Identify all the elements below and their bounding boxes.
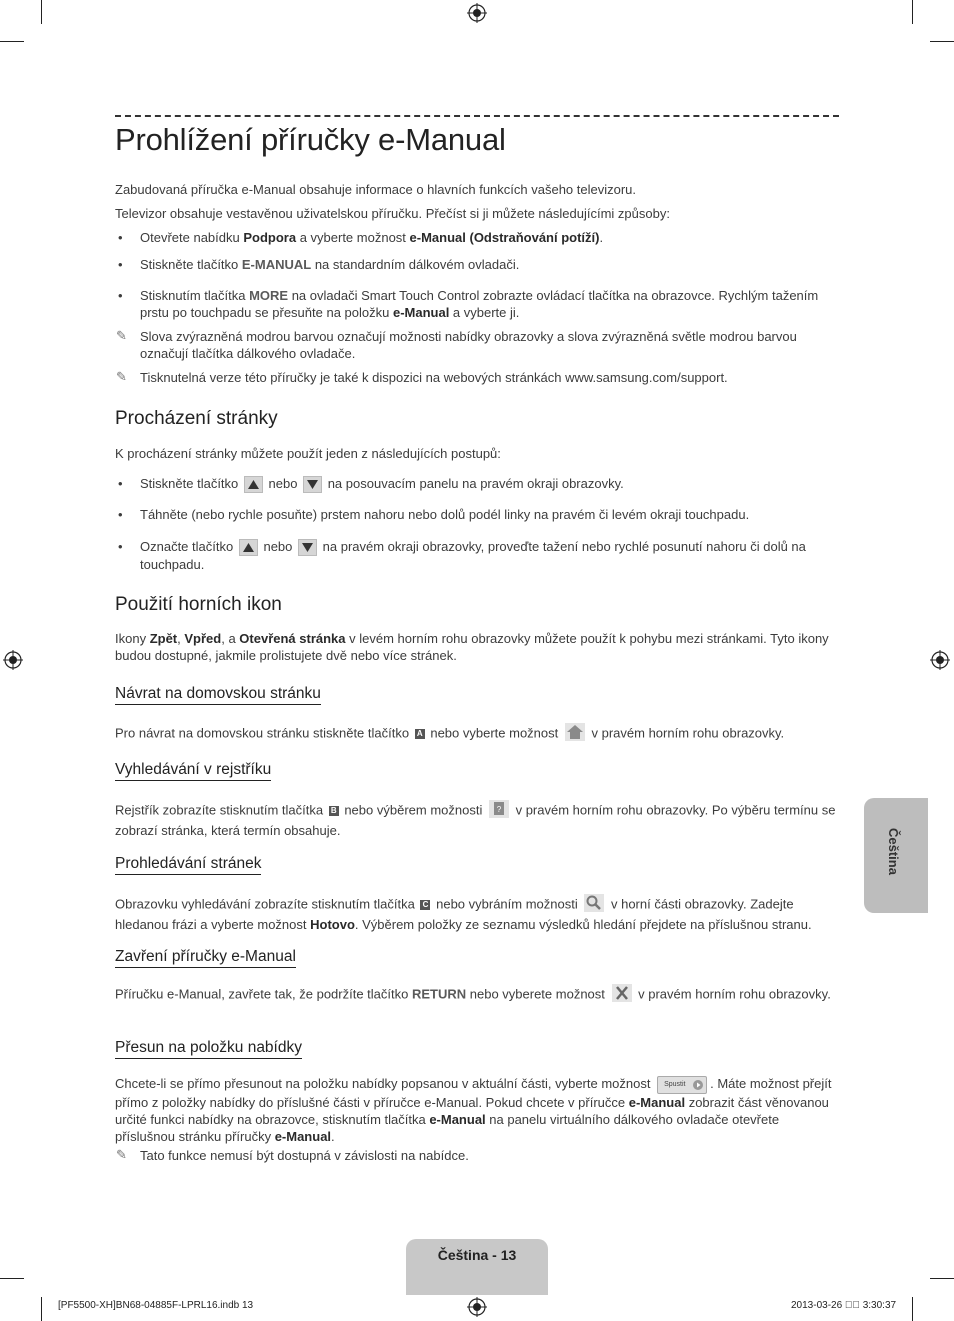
list-item: Otevřete nabídku Podpora a vyberte možnost e-Manual (Odstraňování potíží). — [140, 230, 604, 245]
scroll-up-button-icon — [239, 539, 258, 556]
home-paragraph: Pro návrat na domovskou stránku stiskněte tlačítko A nebo vyberte možnost v pravém horním rohu obrazovky. — [115, 723, 841, 745]
page-number-tab — [406, 1239, 548, 1295]
bullet-icon: • — [118, 230, 123, 245]
bullet-icon: • — [118, 539, 123, 554]
language-side-tab-label: Čeština — [886, 828, 901, 875]
registration-mark-icon — [467, 1297, 487, 1317]
crop-mark — [930, 41, 954, 42]
footer-timestamp: 2013-03-26 ￿￿ 3:30:37 — [791, 1300, 897, 1311]
note-text: Tisknutelná verze této příručky je také k dispozici na webových stránkách www.samsung.com/support. — [140, 370, 728, 385]
search-icon — [584, 894, 604, 916]
icons-paragraph: Ikony Zpět, Vpřed, a Otevřená stránka v levém horním rohu obrazovky můžete použít k pohybu mezi stránkami. Tyto ikony budou dostupné, jakmile prolistujete dvě nebo více stránek. — [115, 631, 829, 663]
bullet-icon: • — [118, 507, 123, 522]
list-item: Označte tlačítko nebo na pravém okraji obrazovky, proveďte tažení nebo rychlé posunutí nahoru či dolů na touchpadu. — [140, 539, 806, 573]
jump-paragraph: Chcete-li se přímo přesunout na položku nabídky popsanou v aktuální části, vyberte možnost Spustit . Máte možnost přejít přímo z položky nabídky do příslušné části v příručce e-Manual. Pokud chcete v příručce e-Manual zobrazit část věnovanou určité funkci nabídky na obrazovce, stisknutím tlačítka e-Manual na panelu virtuálního dálkového ovladače otevřete příslušnou stránku příručky e-Manual. — [115, 1076, 832, 1144]
home-icon — [565, 723, 585, 745]
bullet-icon: • — [118, 257, 123, 272]
index-book-icon — [489, 800, 509, 822]
language-side-tab — [864, 798, 928, 913]
spustit-button: Spustit — [657, 1076, 707, 1094]
subheading-home: Návrat na domovskou stránku — [115, 685, 321, 705]
close-icon — [612, 984, 632, 1006]
key-c-icon: C — [420, 900, 430, 910]
list-item: Stiskněte tlačítko nebo na posouvacím panelu na pravém okraji obrazovky. — [140, 475, 840, 493]
crop-mark — [930, 1278, 954, 1279]
note-text: Slova zvýrazněná modrou barvou označují možnosti nabídky obrazovky a slova zvýrazněná světle modrou barvou označují tlačítka dálkového ovladače. — [140, 329, 797, 361]
subheading-search: Prohledávání stránek — [115, 855, 261, 875]
subheading-index: Vyhledávání v rejstříku — [115, 761, 271, 781]
intro-paragraph-2: Televizor obsahuje vestavěnou uživatelskou příručku. Přečíst si ji můžete následujícími způsoby: — [115, 206, 670, 221]
list-item: Táhněte (nebo rychle posuňte) prstem nahoru nebo dolů podél linky na pravém či levém okraji touchpadu. — [140, 507, 750, 522]
browse-paragraph: K procházení stránky můžete použít jeden z následujících postupů: — [115, 446, 501, 461]
list-item: Stisknutím tlačítka MORE na ovladači Smart Touch Control zobrazte ovládací tlačítka na obrazovce. Rychlým tažením prstu po touchpadu se přesuňte na položku e-Manual a vyberte ji. — [140, 288, 819, 320]
scroll-up-button-icon — [244, 476, 263, 493]
key-b-icon: B — [329, 806, 339, 816]
crop-mark — [912, 0, 913, 24]
section-heading-top-icons: Použití horních ikon — [115, 594, 282, 615]
page-title: Prohlížení příručky e-Manual — [115, 122, 506, 157]
crop-mark — [0, 41, 24, 42]
section-heading-browse: Procházení stránky — [115, 408, 278, 429]
footer-file-info: [PF5500-XH]BN68-04885F-LPRL16.indb 13 — [58, 1300, 254, 1311]
title-rule — [115, 115, 839, 117]
intro-paragraph-1: Zabudovaná příručka e-Manual obsahuje informace o hlavních funkcích vašeho televizoru. — [115, 182, 637, 197]
note-pencil-icon: ✎ — [116, 1147, 127, 1162]
play-icon — [693, 1080, 703, 1090]
note-pencil-icon: ✎ — [116, 328, 127, 343]
page-number: Čeština - 13 — [437, 1247, 517, 1263]
key-a-icon: A — [415, 729, 425, 739]
note-pencil-icon: ✎ — [116, 369, 127, 384]
crop-mark — [41, 1297, 42, 1321]
subheading-close: Zavření příručky e-Manual — [115, 948, 296, 968]
registration-mark-icon — [930, 650, 950, 670]
search-paragraph: Obrazovku vyhledávání zobrazíte stisknutím tlačítka C nebo vybráním možnosti v horní části obrazovky. Zadejte hledanou frázi a vyberte možnost Hotovo. Výběrem položky ze seznamu výsledků hledání přejdete na příslušnou stranu. — [115, 894, 841, 933]
scroll-down-button-icon — [298, 539, 317, 556]
scroll-down-button-icon — [303, 476, 322, 493]
subheading-jump: Přesun na položku nabídky — [115, 1039, 302, 1059]
close-paragraph: Příručku e-Manual, zavřete tak, že podržíte tlačítko RETURN nebo vyberete možnost v pravém horním rohu obrazovky. — [115, 984, 841, 1006]
crop-mark — [0, 1278, 24, 1279]
registration-mark-icon — [467, 3, 487, 23]
svg-text:?: ? — [496, 805, 502, 814]
crop-mark — [41, 0, 42, 24]
registration-mark-icon — [3, 650, 23, 670]
bullet-icon: • — [118, 476, 123, 491]
note-text: Tato funkce nemusí být dostupná v závislosti na nabídce. — [140, 1148, 469, 1163]
index-paragraph: Rejstřík zobrazíte stisknutím tlačítka B nebo výběrem možnosti ? v pravém horním rohu obrazovky. Po výběru termínu se zobrazí stránka, která termín obsahuje. — [115, 800, 841, 839]
list-item: Stiskněte tlačítko E-MANUAL na standardním dálkovém ovladači. — [140, 257, 520, 272]
crop-mark — [912, 1297, 913, 1321]
bullet-icon: • — [118, 288, 123, 303]
